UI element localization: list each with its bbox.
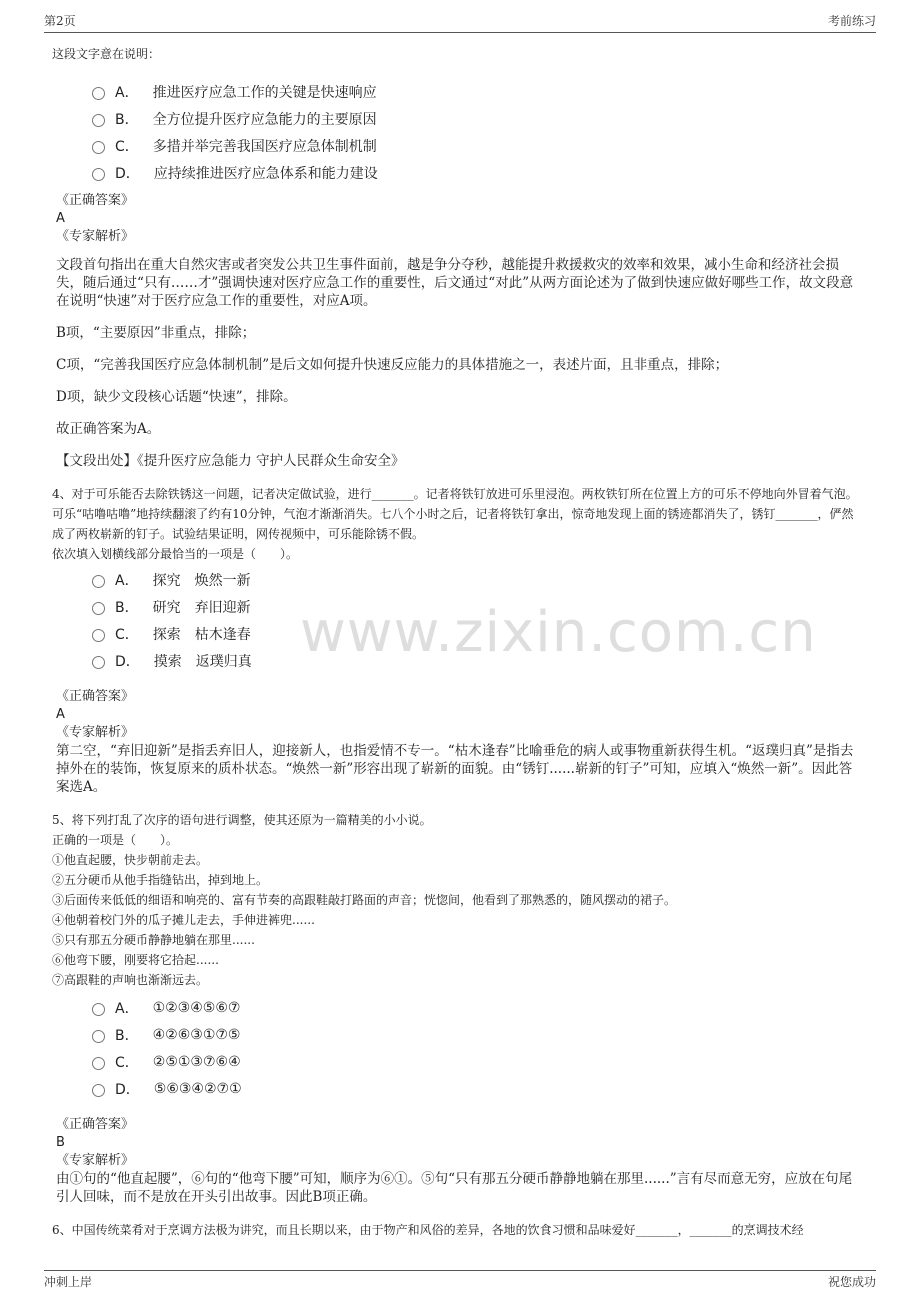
q3-option-d[interactable]: D． 应持续推进医疗应急体系和能力建设 <box>92 159 862 186</box>
q4-prompt: 依次填入划横线部分最恰当的一项是（ ）。 <box>52 547 299 561</box>
q5-sentence-5: ⑤只有那五分硬币静静地躺在那里...... <box>52 933 255 947</box>
q5-answer-label: 《正确答案》 <box>56 1117 135 1132</box>
q3-analysis-label: 《专家解析》 <box>56 229 135 244</box>
q5-option-b[interactable]: B． ④②⑥③①⑦⑤ <box>92 1021 862 1048</box>
q4-answer: A <box>56 707 65 722</box>
header-title: 考前练习 <box>827 14 876 28</box>
q5-option-d[interactable]: D． ⑤⑥③④②⑦① <box>92 1075 862 1102</box>
q3-stem-tail: 这段文字意在说明： <box>52 47 161 61</box>
radio-icon[interactable] <box>92 114 105 127</box>
q5-sentence-1: ①他直起腰，快步朝前走去。 <box>52 853 209 867</box>
radio-icon[interactable] <box>92 602 105 615</box>
q5-analysis-label: 《专家解析》 <box>56 1153 135 1168</box>
q5-sentence-2: ②五分硬币从他手指缝钻出，掉到地上。 <box>52 873 269 887</box>
q4-analysis-label: 《专家解析》 <box>56 725 135 740</box>
page-footer <box>44 1270 876 1290</box>
q3-option-a[interactable]: A． 推进医疗应急工作的关键是快速响应 <box>92 78 862 105</box>
q5-analysis: 由①句的“他直起腰”，⑥句的“他弯下腰”可知，顺序为⑥①。⑤句“只有那五分硬币静静地躺在那里......”言有尽而意无穷，应放在句尾引人回味，而不是放在开头引出故事。因此B项正确。 <box>56 1171 853 1205</box>
q6-stem: 6、中国传统菜肴对于烹调方法极为讲究，而且长期以来，由于物产和风俗的差异，各地的饮食习惯和品味爱好_______，_______的烹调技术经 <box>52 1223 804 1237</box>
page-content <box>52 44 862 1240</box>
q4-option-a[interactable]: A． 探究 焕然一新 <box>92 566 862 593</box>
q5-sentence-3: ③后面传来低低的细语和响亮的、富有节奏的高跟鞋敲打路面的声音；恍惚间，他看到了那熟悉的，随风摆动的裙子。 <box>52 893 677 907</box>
radio-icon[interactable] <box>92 168 105 181</box>
q5-option-a[interactable]: A． ①②③④⑤⑥⑦ <box>92 994 862 1021</box>
radio-icon[interactable] <box>92 1084 105 1097</box>
radio-icon[interactable] <box>92 1030 105 1043</box>
radio-icon[interactable] <box>92 656 105 669</box>
q3-answer-label: 《正确答案》 <box>56 193 135 208</box>
q3-analysis-p1: 文段首句指出在重大自然灾害或者突发公共卫生事件面前，越是争分夺秒，越能提升救援救灾的效率和效果，减小生命和经济社会损失，随后通过“只有……才”强调快速对医疗应急工作的重要性，后文通过“对此”从两方面论述为了做到快速应做好哪些工作，故文段意在说明“快速”对于医疗应急工作的重要性，对应A项。 <box>56 257 854 309</box>
q4-options <box>92 566 862 674</box>
q5-prompt: 正确的一项是（ ）。 <box>52 833 179 847</box>
q5-sentence-6: ⑥他弯下腰，刚要将它拾起...... <box>52 953 219 967</box>
q3-source: 【文段出处】《提升医疗应急能力 守护人民群众生命安全》 <box>56 453 405 469</box>
watermark: www.zixin.com.cn <box>300 600 817 665</box>
radio-icon[interactable] <box>92 87 105 100</box>
q5-answer: B <box>56 1135 65 1150</box>
radio-icon[interactable] <box>92 1057 105 1070</box>
q4-option-c[interactable]: C． 探索 枯木逢春 <box>92 620 862 647</box>
q5-options <box>92 994 862 1102</box>
q3-analysis-p3: C项，“完善我国医疗应急体制机制”是后文如何提升快速反应能力的具体措施之一，表述片面，且非重点，排除； <box>56 357 729 373</box>
q3-analysis-p5: 故正确答案为A。 <box>56 421 161 437</box>
page-header <box>44 12 876 33</box>
q3-option-c[interactable]: C． 多措并举完善我国医疗应急体制机制 <box>92 132 862 159</box>
q3-options <box>92 78 862 186</box>
q4-answer-label: 《正确答案》 <box>56 689 135 704</box>
q3-option-b[interactable]: B． 全方位提升医疗应急能力的主要原因 <box>92 105 862 132</box>
radio-icon[interactable] <box>92 141 105 154</box>
radio-icon[interactable] <box>92 1003 105 1016</box>
q4-option-b[interactable]: B． 研究 弃旧迎新 <box>92 593 862 620</box>
q4-option-d[interactable]: D． 摸索 返璞归真 <box>92 647 862 674</box>
radio-icon[interactable] <box>92 575 105 588</box>
q4-analysis: 第二空，“弃旧迎新”是指丢弃旧人，迎接新人，也指爱情不专一。“枯木逢春”比喻垂危的病人或事物重新获得生机。“返璞归真”是指去掉外在的装饰，恢复原来的质朴状态。“焕然一新”形容出现了崭新的面貌。由“锈钉......崭新的钉子”可知，应填入“焕然一新”。因此答案选A。 <box>56 743 854 795</box>
q4-stem: 4、对于可乐能否去除铁锈这一问题，记者决定做试验，进行_______。记者将铁钉放进可乐里浸泡。两枚铁钉所在位置上方的可乐不停地向外冒着气泡。可乐“咕噜咕噜”地持续翻滚了约有10分钟，气泡才渐渐消失。七八个小时之后，记者将铁钉拿出，惊奇地发现上面的锈迹都消失了，锈钉_______，俨然成了两枚崭新的钉子。试验结果证明，网传视频中，可乐能除锈不假。 <box>52 487 858 541</box>
q3-answer: A <box>56 211 65 226</box>
q5-option-c[interactable]: C． ②⑤①③⑦⑥④ <box>92 1048 862 1075</box>
q5-stem: 5、将下列打乱了次序的语句进行调整，使其还原为一篇精美的小小说。 <box>52 813 432 827</box>
q5-sentence-4: ④他朝着校门外的瓜子摊儿走去，手伸进裤兜...... <box>52 913 315 927</box>
footer-right: 祝您成功 <box>827 1275 876 1289</box>
page-number: 第2页 <box>44 14 76 28</box>
q3-analysis-p2: B项，“主要原因”非重点，排除； <box>56 325 256 341</box>
radio-icon[interactable] <box>92 629 105 642</box>
q5-sentence-7: ⑦高跟鞋的声响也渐渐远去。 <box>52 973 209 987</box>
footer-left: 冲刺上岸 <box>44 1275 93 1289</box>
q3-analysis-p4: D项，缺少文段核心话题“快速”，排除。 <box>56 389 297 405</box>
